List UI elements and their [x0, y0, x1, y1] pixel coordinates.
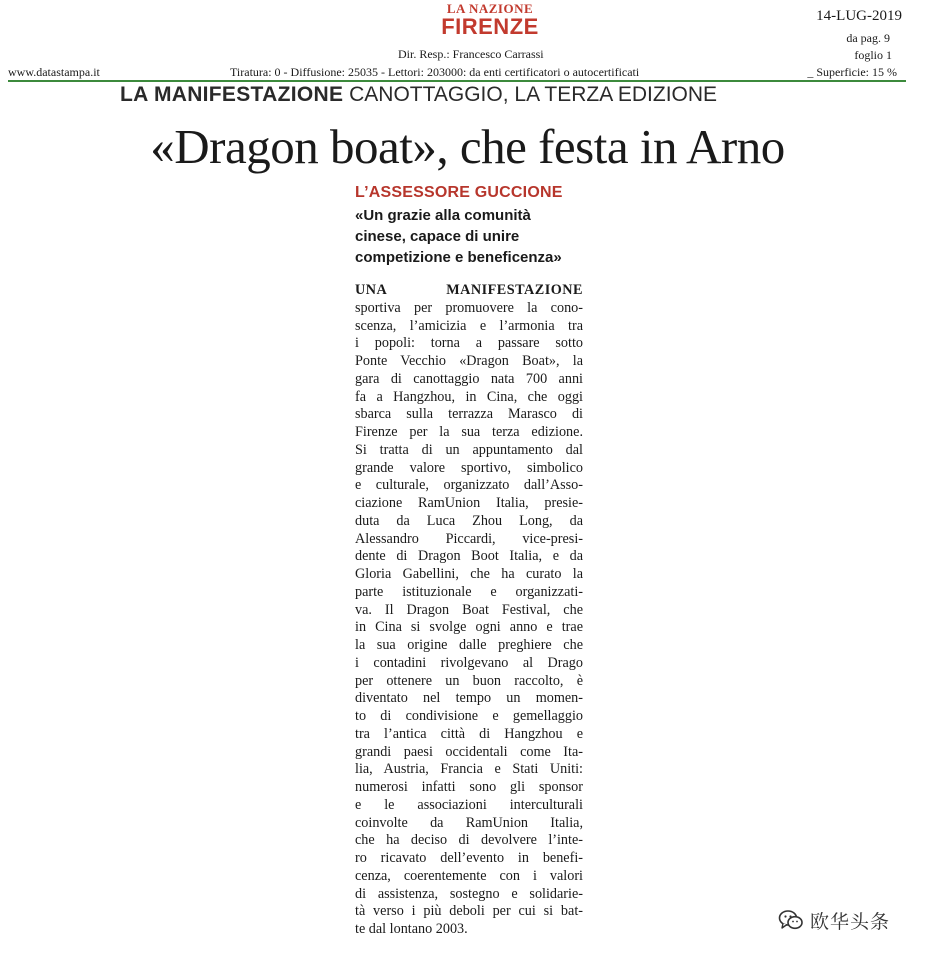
kicker-section: LA MANIFESTAZIONE: [120, 83, 344, 106]
body-line: ro ricavato dell’evento in benefi-: [355, 850, 583, 866]
body-line: i contadini rivolgevano al Drago: [355, 654, 583, 671]
body-line: coinvolte da RamUnion Italia,: [355, 814, 583, 831]
body-line: e culturale, organizzato dall’Asso-: [355, 477, 583, 494]
headline: «Dragon boat», che festa in Arno: [150, 119, 785, 174]
website-link[interactable]: www.datastampa.it: [8, 65, 100, 79]
body-line: in Cina si svolge ogni anno e trae: [355, 619, 583, 636]
article-body: [355, 282, 583, 939]
body-line: che ha deciso di devolvere l’inte-: [355, 832, 583, 849]
watermark-text: 欧华头条: [810, 910, 891, 933]
body-line: va. Il Dragon Boat Festival, che: [355, 601, 583, 618]
newspaper-logo: [420, 2, 560, 38]
body-line: e le associazioni interculturali: [355, 796, 583, 813]
issue-date: 14-LUG-2019: [816, 8, 902, 24]
logo-main-text: FIRENZE: [441, 14, 539, 39]
director-line: Dir. Resp.: Francesco Carrassi: [398, 47, 544, 61]
page-number: da pag. 9: [846, 31, 890, 45]
body-line: diventato nel tempo un momen-: [355, 690, 583, 707]
body-line: numerosi infatti sono gli sponsor: [355, 779, 583, 795]
body-line: ciazione RamUnion Italia, presie-: [355, 495, 583, 511]
body-line: sbarca sulla terrazza Marasco di: [355, 406, 583, 423]
article-column: [355, 183, 583, 939]
body-line: cenza, coerentemente con i valori: [355, 867, 583, 884]
body-line: parte istituzionale e organizzati-: [355, 583, 583, 600]
article-summary: «Un grazie alla comunità cinese, capace di unire competizione e beneficenza»: [355, 207, 562, 266]
sheet-number: foglio 1: [854, 48, 892, 62]
body-line: Alessandro Piccardi, vice-presi-: [355, 530, 583, 547]
surface-info: _ Superficie: 15 %: [807, 65, 897, 79]
body-line: per ottenere un buon raccolto, è: [355, 672, 583, 689]
body-line: duta da Luca Zhou Long, da: [355, 512, 583, 529]
body-line: Ponte Vecchio «Dragon Boat», la: [355, 353, 583, 369]
watermark: [778, 905, 890, 935]
section-kicker: [120, 83, 717, 107]
body-line: UNA MANIFESTAZIONE: [355, 282, 583, 298]
article-subkicker: L’ASSESSORE GUCCIONE: [355, 184, 563, 201]
body-line: i popoli: torna a passare sotto: [355, 335, 583, 352]
masthead-divider: [8, 80, 906, 82]
body-line: Gloria Gabellini, che ha curato la: [355, 566, 583, 582]
body-line: lia, Austria, Francia e Stati Uniti:: [355, 761, 583, 778]
body-line: grande valore sportivo, simbolico: [355, 459, 583, 476]
body-line: fa a Hangzhou, in Cina, che oggi: [355, 388, 583, 405]
body-line: Firenze per la sua terza edizione.: [355, 424, 583, 440]
circulation-info: Tiratura: 0 - Diffusione: 25035 - Lettori: 203000: da enti certificatori o autocertificati: [230, 65, 640, 79]
body-line: dente di Dragon Boot Italia, e da: [355, 548, 583, 565]
body-line: scenza, l’amicizia e l’armonia tra: [355, 317, 583, 334]
body-line: to di condivisione e gemellaggio: [355, 708, 583, 724]
kicker-topic: CANOTTAGGIO, LA TERZA EDIZIONE: [349, 83, 718, 106]
body-line: grandi paesi occidentali come Ita-: [355, 743, 583, 760]
body-line: di assistenza, sostegno e solidarie-: [355, 885, 583, 902]
body-line: tà verso i più deboli per cui si bat-: [355, 903, 583, 920]
body-line: te dal lontano 2003.: [355, 921, 468, 937]
wechat-icon: [778, 908, 804, 932]
body-line: la sua origine dalle preghiere che: [355, 637, 583, 653]
body-line: sportiva per promuovere la cono-: [355, 299, 583, 316]
logo-top-text: LA NAZIONE: [446, 1, 534, 16]
body-line: gara di canottaggio nata 700 anni: [355, 370, 583, 387]
body-line: tra l’antica città di Hangzhou e: [355, 725, 583, 742]
body-line: Si tratta di un appuntamento dal: [355, 441, 583, 458]
masthead: [0, 0, 935, 90]
